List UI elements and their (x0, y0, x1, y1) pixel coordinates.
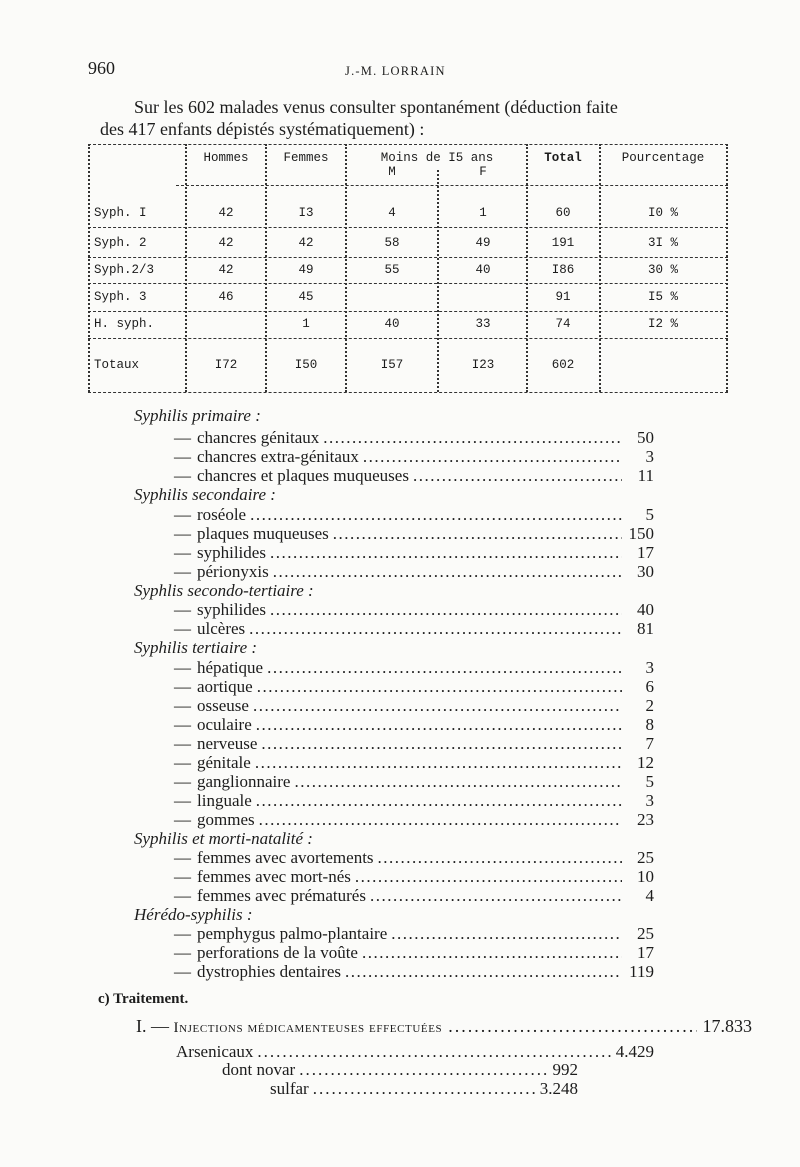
list-item: — roséole ..... 5 (174, 505, 654, 525)
injections-label: Injections médicamenteuses effectuées (173, 1020, 443, 1036)
item-value: 40 (637, 600, 654, 619)
category-title: Syphilis et morti-natalité : (134, 829, 313, 848)
item-label: ganglionnaire (197, 772, 291, 791)
running-title: J.-M. LORRAIN (345, 64, 446, 78)
list-item: — syphilides ..... 17 (174, 543, 654, 563)
cell-f: 33 (475, 317, 491, 331)
header-hommes: Hommes (203, 151, 249, 165)
list-item: — génitale ..... 12 (174, 753, 654, 773)
cell-total: 191 (551, 236, 575, 250)
list-item: — dystrophies dentaires ..... 119 (174, 962, 654, 982)
cell-hommes: 42 (218, 263, 234, 277)
cell-femmes: 49 (298, 263, 314, 277)
section-heading-traitement: c) Traitement. (98, 991, 189, 1007)
header-pourcentage: Pourcentage (621, 151, 705, 165)
category-title: Syphlis secondo-tertiaire : (134, 581, 314, 600)
item-label: syphilides (197, 543, 266, 562)
item-value: 150 (628, 524, 654, 543)
item-value: 6 (645, 677, 654, 696)
list-item: — ganglionnaire ..... 5 (174, 772, 654, 792)
table-rule (345, 144, 347, 392)
row-label: H. syph. (94, 317, 155, 331)
table-rule (185, 144, 187, 392)
arsenicaux-label: Arsenicaux (176, 1042, 254, 1061)
table-rule (265, 144, 267, 392)
list-item: — perforations de la voûte ..... 17 (174, 943, 654, 963)
item-label: dystrophies dentaires (197, 962, 341, 981)
list-item: — périonyxis ..... 30 (174, 562, 654, 582)
list-item: — oculaire ..... 8 (174, 715, 654, 735)
list-item: — chancres et plaques muqueuses ..... 11 (174, 466, 654, 486)
item-value: 11 (637, 466, 654, 485)
table-rule (88, 311, 728, 312)
sulfar-label: sulfar (270, 1079, 309, 1098)
row-label: Syph. 3 (94, 290, 147, 304)
item-label: ulcères (197, 619, 246, 638)
item-value: 10 (637, 867, 654, 886)
item-value: 3 (645, 658, 654, 677)
list-item: — chancres génitaux ..... 50 (174, 428, 654, 448)
cell-hommes: 42 (218, 236, 234, 250)
cell-f: I23 (471, 358, 495, 372)
injections-prefix: I. — (136, 1016, 169, 1036)
item-label: gommes (197, 810, 255, 829)
intro-paragraph (100, 96, 740, 140)
list-item: — nerveuse ..... 7 (174, 734, 654, 754)
cell-f: 49 (475, 236, 491, 250)
item-label: chancres et plaques muqueuses (197, 466, 409, 485)
item-value: 7 (645, 734, 654, 753)
item-value: 17 (637, 943, 654, 962)
cell-m: 4 (388, 206, 396, 220)
list-item: — osseuse ..... 2 (174, 696, 654, 716)
item-value: 30 (637, 562, 654, 581)
row-label: Syph.2/3 (94, 263, 155, 277)
category-title: Hérédo-syphilis : (134, 905, 253, 924)
header-total: Total (544, 151, 582, 165)
table-rule (88, 227, 728, 228)
item-value: 23 (637, 810, 654, 829)
cell-pourcentage: I0 % (647, 206, 678, 220)
table-rule (88, 338, 728, 339)
item-label: osseuse (197, 696, 249, 715)
item-label: aortique (197, 677, 253, 696)
item-label: femmes avec mort-nés (197, 867, 351, 886)
item-label: périonyxis (197, 562, 269, 581)
item-value: 4 (645, 886, 654, 905)
category-title: Syphilis secondaire : (134, 485, 276, 504)
cell-total: 91 (555, 290, 571, 304)
header-moins-15: Moins de I5 ans (380, 151, 494, 165)
table-rule (88, 283, 728, 284)
list-item: — hépatique ..... 3 (174, 658, 654, 678)
novar-line (222, 1060, 578, 1080)
list-item: — femmes avec prématurés ..... 4 (174, 886, 654, 906)
item-label: nerveuse (197, 734, 258, 753)
item-label: linguale (197, 791, 252, 810)
item-value: 12 (637, 753, 654, 772)
cell-hommes: 46 (218, 290, 234, 304)
sulfar-value: 3.248 (539, 1079, 578, 1098)
item-label: plaques muqueuses (197, 524, 329, 543)
item-value: 5 (645, 505, 654, 524)
item-label: chancres extra-génitaux (197, 447, 359, 466)
list-item: — chancres extra-génitaux ..... 3 (174, 447, 654, 467)
list-item: — aortique ..... 6 (174, 677, 654, 697)
category-title: Syphilis tertiaire : (134, 638, 258, 657)
header-m: M (388, 165, 396, 179)
item-label: hépatique (197, 658, 264, 677)
novar-label: dont novar (222, 1060, 296, 1079)
item-label: syphilides (197, 600, 266, 619)
list-item: — ulcères ..... 81 (174, 619, 654, 639)
cell-total: I86 (551, 263, 575, 277)
header-f: F (479, 165, 487, 179)
table-rule (88, 144, 90, 392)
cell-total: 60 (555, 206, 571, 220)
item-label: femmes avec avortements (197, 848, 374, 867)
item-label: pemphygus palmo-plantaire (197, 924, 388, 943)
cell-pourcentage: 30 % (647, 263, 678, 277)
cell-f: 1 (479, 206, 487, 220)
table-rule (176, 185, 728, 186)
item-label: génitale (197, 753, 251, 772)
arsenicaux-line (176, 1042, 654, 1062)
row-label-totaux: Totaux (94, 358, 140, 372)
cell-femmes: 42 (298, 236, 314, 250)
arsenicaux-value: 4.429 (615, 1042, 654, 1061)
cell-femmes: I3 (298, 206, 314, 220)
item-value: 25 (637, 848, 654, 867)
injections-line (136, 1016, 752, 1037)
cell-femmes: 1 (302, 317, 310, 331)
header-femmes: Femmes (283, 151, 329, 165)
cell-hommes: 42 (218, 206, 234, 220)
intro-line-2: des 417 enfants dépistés systématiquement) : (100, 119, 425, 139)
page-number: 960 (88, 58, 115, 78)
list-item: — gommes ..... 23 (174, 810, 654, 830)
cell-pourcentage: I5 % (647, 290, 678, 304)
injections-value: 17.833 (702, 1016, 752, 1036)
novar-value: 992 (552, 1060, 578, 1079)
table-rule (726, 144, 728, 392)
cell-m: 40 (384, 317, 400, 331)
list-item: — pemphygus palmo-plantaire ..... 25 (174, 924, 654, 944)
cell-femmes: 45 (298, 290, 314, 304)
item-label: oculaire (197, 715, 252, 734)
list-item: — plaques muqueuses ..... 150 (174, 524, 654, 544)
cell-pourcentage: 3I % (647, 236, 678, 250)
item-label: chancres génitaux (197, 428, 320, 447)
item-value: 119 (629, 962, 654, 981)
cell-m: I57 (380, 358, 404, 372)
list-item: — femmes avec avortements ..... 25 (174, 848, 654, 868)
intro-line-1: Sur les 602 malades venus consulter spontanément (déduction faite (134, 97, 618, 117)
list-item: — linguale ..... 3 (174, 791, 654, 811)
cell-hommes: I72 (214, 358, 238, 372)
cell-pourcentage: I2 % (647, 317, 678, 331)
item-value: 17 (637, 543, 654, 562)
row-label: Syph. 2 (94, 236, 147, 250)
cell-m: 55 (384, 263, 400, 277)
item-label: perforations de la voûte (197, 943, 358, 962)
cell-femmes: I50 (294, 358, 318, 372)
table-rule (88, 392, 728, 393)
item-value: 81 (637, 619, 654, 638)
cell-f: 40 (475, 263, 491, 277)
item-value: 3 (645, 447, 654, 466)
list-item: — syphilides ..... 40 (174, 600, 654, 620)
table-rule (88, 144, 728, 145)
list-item: — femmes avec mort-nés ..... 10 (174, 867, 654, 887)
category-title: Syphilis primaire : (134, 406, 261, 425)
row-label: Syph. I (94, 206, 147, 220)
sulfar-line (270, 1079, 578, 1099)
cell-total: 602 (551, 358, 575, 372)
item-value: 5 (645, 772, 654, 791)
cell-m: 58 (384, 236, 400, 250)
cell-total: 74 (555, 317, 571, 331)
table-rule (437, 170, 439, 392)
table-rule (88, 257, 728, 258)
item-value: 8 (645, 715, 654, 734)
item-value: 25 (637, 924, 654, 943)
item-label: femmes avec prématurés (197, 886, 366, 905)
item-label: roséole (197, 505, 247, 524)
item-value: 2 (645, 696, 654, 715)
item-value: 3 (645, 791, 654, 810)
item-value: 50 (637, 428, 654, 447)
